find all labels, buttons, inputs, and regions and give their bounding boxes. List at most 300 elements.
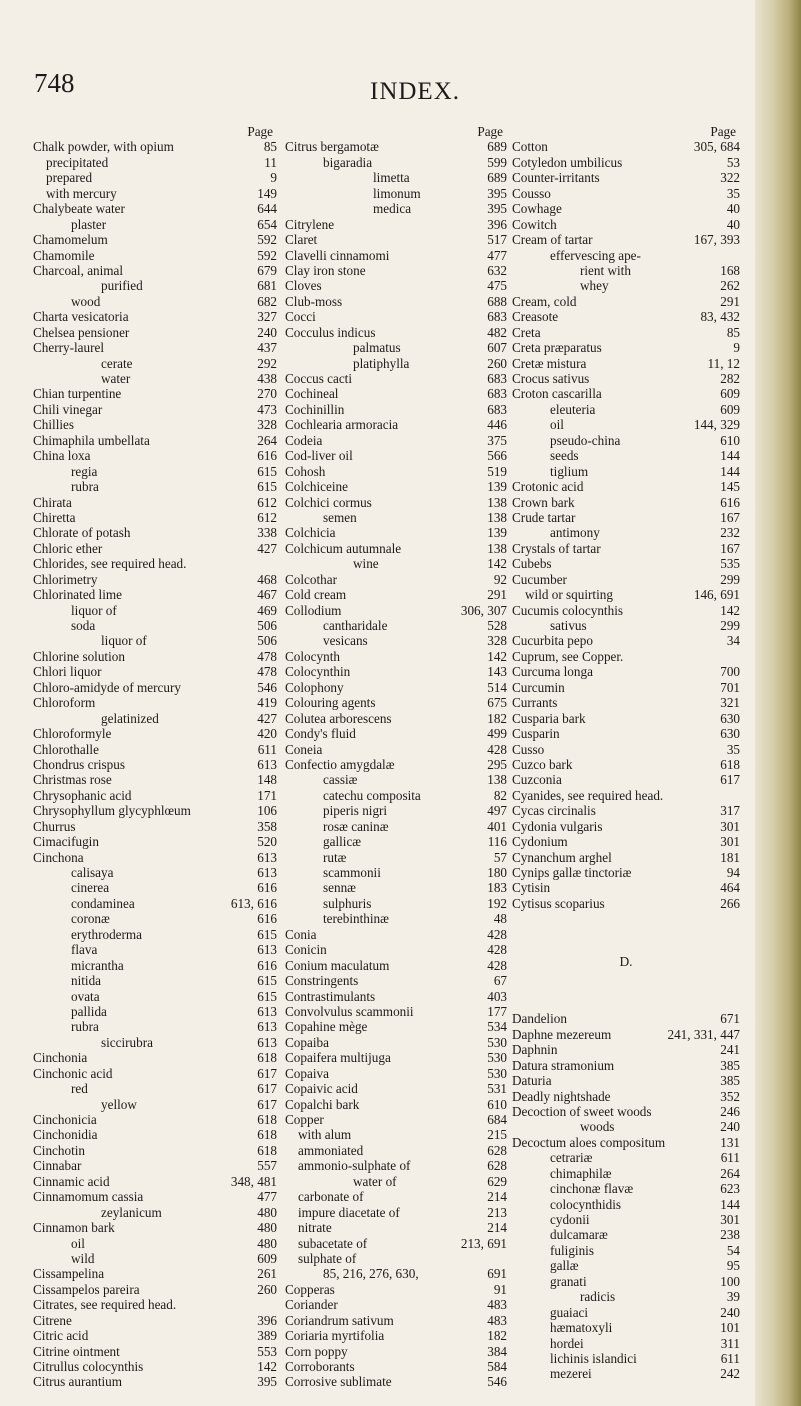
entry-term: Cyanides, see required head. bbox=[512, 787, 664, 803]
index-entry bbox=[285, 911, 507, 926]
entry-term: subacetate of bbox=[298, 1235, 368, 1251]
entry-page: 138 bbox=[487, 540, 507, 556]
entry-term: Chlorimetry bbox=[33, 571, 98, 587]
entry-term: Deadly nightshade bbox=[512, 1088, 611, 1104]
entry-term: Coccus cacti bbox=[285, 371, 353, 386]
entry-page: 446 bbox=[487, 417, 507, 433]
index-entry bbox=[33, 1050, 277, 1065]
entry-term: Coriander bbox=[285, 1297, 338, 1313]
index-entry bbox=[285, 989, 507, 1004]
index-entry bbox=[285, 772, 507, 787]
index-entry bbox=[33, 417, 277, 432]
entry-page: 437 bbox=[257, 340, 277, 356]
entry-term: Creta præparatus bbox=[512, 340, 602, 356]
entry-term: Cotyledon umbilicus bbox=[512, 154, 623, 170]
entry-term: catechu composita bbox=[323, 787, 421, 803]
entry-term: Citrene bbox=[33, 1312, 72, 1328]
entry-page: 106 bbox=[257, 803, 277, 819]
entry-page: 39 bbox=[726, 1289, 740, 1305]
index-entry bbox=[285, 1251, 507, 1266]
entry-page: 688 bbox=[487, 293, 507, 309]
entry-term: yellow bbox=[101, 1096, 137, 1112]
entry-term: cydonii bbox=[550, 1212, 590, 1227]
index-column-2 bbox=[285, 124, 507, 1386]
entry-page: 266 bbox=[720, 895, 740, 911]
index-entry bbox=[33, 1143, 277, 1158]
entry-page: 617 bbox=[257, 1096, 277, 1112]
index-entry bbox=[512, 603, 740, 618]
index-entry bbox=[33, 525, 277, 540]
entry-page: 617 bbox=[257, 1081, 277, 1097]
index-entry bbox=[285, 664, 507, 679]
index-entry bbox=[512, 711, 740, 726]
entry-page: 427 bbox=[257, 710, 277, 726]
entry-term: sulphuris bbox=[323, 895, 372, 911]
index-entry bbox=[285, 603, 507, 618]
entry-term: flava bbox=[71, 942, 98, 958]
entry-term: Chelsea pensioner bbox=[33, 324, 130, 340]
entry-term: eleuteria bbox=[550, 401, 596, 417]
entry-term: Corroborants bbox=[285, 1359, 355, 1374]
index-entry bbox=[285, 386, 507, 401]
index-entry bbox=[512, 587, 740, 602]
entry-page: 149 bbox=[257, 185, 277, 201]
entry-term: Convolvulus scammonii bbox=[285, 1003, 414, 1019]
index-entry bbox=[285, 495, 507, 510]
index-entry bbox=[33, 1035, 277, 1050]
entry-page: 477 bbox=[257, 1189, 277, 1205]
entry-page: 483 bbox=[487, 1297, 507, 1313]
entry-page: 242 bbox=[720, 1366, 740, 1382]
entry-page: 428 bbox=[487, 741, 507, 757]
index-entry bbox=[33, 989, 277, 1004]
entry-page: 375 bbox=[487, 432, 507, 448]
entry-term: water bbox=[101, 371, 131, 386]
index-entry bbox=[512, 1243, 740, 1258]
index-entry bbox=[285, 1189, 507, 1204]
entry-term: with mercury bbox=[46, 185, 117, 201]
entry-term: Cinnamon bark bbox=[33, 1220, 115, 1236]
entry-term: condaminea bbox=[71, 895, 135, 911]
entry-page: 610 bbox=[487, 1096, 507, 1112]
entry-page: 480 bbox=[257, 1220, 277, 1236]
entry-term: Crown bark bbox=[512, 494, 575, 510]
entry-page: 679 bbox=[257, 262, 277, 278]
entry-page bbox=[736, 248, 740, 263]
entry-page: 506 bbox=[257, 633, 277, 649]
entry-page: 613 bbox=[257, 1034, 277, 1050]
entry-page: 291 bbox=[720, 293, 740, 309]
index-entry bbox=[512, 772, 740, 787]
index-entry bbox=[285, 340, 507, 355]
entry-term: Chlorate of potash bbox=[33, 525, 131, 541]
entry-term: Confectio amygdalæ bbox=[285, 756, 395, 772]
entry-page: 610 bbox=[720, 432, 740, 448]
entry-page: 531 bbox=[487, 1081, 507, 1097]
entry-term: Chiretta bbox=[33, 509, 76, 525]
entry-page: 701 bbox=[720, 679, 740, 695]
entry-term: Decoction of sweet woods bbox=[512, 1103, 652, 1119]
entry-term: platiphylla bbox=[353, 355, 410, 371]
index-entry bbox=[512, 865, 740, 880]
entry-page: 146, 691 bbox=[693, 587, 740, 603]
index-entry bbox=[512, 695, 740, 710]
entry-term: Coriaria myrtifolia bbox=[285, 1328, 385, 1344]
entry-page: 535 bbox=[720, 556, 740, 572]
entry-term: Conia bbox=[285, 926, 317, 942]
entry-term: zeylanicum bbox=[101, 1204, 162, 1220]
entry-term: cinerea bbox=[71, 880, 110, 896]
index-entry bbox=[285, 587, 507, 602]
entry-page: 35 bbox=[726, 741, 740, 757]
entry-term: Cytisus scoparius bbox=[512, 895, 605, 911]
entry-page: 473 bbox=[257, 401, 277, 417]
entry-page: 629 bbox=[487, 1173, 507, 1189]
entry-page: 145 bbox=[720, 479, 740, 495]
index-entry bbox=[33, 510, 277, 525]
index-entry bbox=[512, 1197, 740, 1212]
entry-page: 618 bbox=[257, 1127, 277, 1143]
entry-term: pallida bbox=[71, 1003, 107, 1019]
entry-term: plaster bbox=[71, 216, 107, 232]
index-entry bbox=[512, 1027, 740, 1042]
index-entry bbox=[285, 402, 507, 417]
entry-term: Curcumin bbox=[512, 679, 565, 695]
index-entry bbox=[512, 1042, 740, 1057]
entry-term: hæmatoxyli bbox=[550, 1320, 613, 1336]
entry-page: 438 bbox=[257, 371, 277, 386]
entry-term: Dandelion bbox=[512, 1011, 567, 1027]
entry-term: ovata bbox=[71, 988, 100, 1004]
index-entry bbox=[33, 201, 277, 216]
entry-page: 428 bbox=[487, 942, 507, 958]
entry-term: vesicans bbox=[323, 633, 368, 649]
entry-term: Corn poppy bbox=[285, 1343, 348, 1359]
index-entry bbox=[33, 433, 277, 448]
index-entry bbox=[33, 232, 277, 247]
index-entry bbox=[285, 1097, 507, 1112]
index-entry bbox=[512, 1274, 740, 1289]
entry-term: Cod-liver oil bbox=[285, 448, 353, 464]
entry-page: 611 bbox=[257, 741, 277, 757]
index-entry bbox=[33, 1359, 277, 1374]
entry-term: Conicin bbox=[285, 942, 327, 958]
index-entry bbox=[285, 139, 507, 154]
entry-term: Colchicia bbox=[285, 525, 336, 541]
entry-page: 506 bbox=[257, 618, 277, 633]
index-entry bbox=[512, 1166, 740, 1181]
entry-term: Cream of tartar bbox=[512, 232, 593, 248]
index-entry bbox=[33, 649, 277, 664]
index-entry bbox=[512, 1336, 740, 1351]
index-entry bbox=[512, 325, 740, 340]
index-entry bbox=[285, 417, 507, 432]
index-entry bbox=[33, 356, 277, 371]
entry-page: 618 bbox=[257, 1112, 277, 1127]
entry-page: 617 bbox=[257, 1065, 277, 1081]
entry-term: Creta bbox=[512, 324, 541, 340]
entry-term: impure diacetate of bbox=[298, 1204, 400, 1220]
index-entry bbox=[285, 278, 507, 293]
entry-page: 530 bbox=[487, 1034, 507, 1050]
index-entry bbox=[285, 973, 507, 988]
entry-page: 615 bbox=[257, 479, 277, 495]
index-entry bbox=[285, 448, 507, 463]
index-entry bbox=[33, 1313, 277, 1328]
index-entry bbox=[33, 834, 277, 849]
entry-term: Contrastimulants bbox=[285, 988, 376, 1004]
index-entry bbox=[285, 1050, 507, 1065]
index-entry bbox=[512, 819, 740, 834]
entry-page bbox=[503, 1251, 507, 1266]
entry-term: Cinchonicia bbox=[33, 1112, 97, 1127]
entry-page: 92 bbox=[493, 571, 507, 587]
entry-page: 553 bbox=[257, 1343, 277, 1359]
index-entry bbox=[512, 201, 740, 216]
entry-term: Daphne mezereum bbox=[512, 1026, 612, 1042]
index-entry bbox=[33, 248, 277, 263]
index-entry bbox=[33, 742, 277, 757]
index-entry bbox=[512, 1366, 740, 1381]
index-entry bbox=[285, 958, 507, 973]
index-entry bbox=[285, 788, 507, 803]
entry-page: 612 bbox=[257, 494, 277, 510]
index-entry bbox=[512, 1073, 740, 1088]
entry-term: oil bbox=[550, 417, 564, 433]
entry-term: tiglium bbox=[550, 463, 589, 479]
index-entry bbox=[33, 294, 277, 309]
entry-term: nitrate bbox=[298, 1220, 332, 1236]
entry-page: 91 bbox=[493, 1281, 507, 1297]
index-entry bbox=[33, 711, 277, 726]
entry-term: Decoctum aloes compositum bbox=[512, 1134, 666, 1150]
index-entry bbox=[285, 371, 507, 386]
index-entry bbox=[512, 896, 740, 911]
entry-term: with alum bbox=[298, 1127, 352, 1143]
entry-term: Colocynth bbox=[285, 648, 340, 664]
entry-page: 612 bbox=[257, 509, 277, 525]
entry-term: Cucumber bbox=[512, 571, 567, 587]
entry-term: lichinis islandici bbox=[550, 1350, 637, 1366]
entry-page: 616 bbox=[257, 448, 277, 464]
entry-term: Cold cream bbox=[285, 587, 347, 603]
entry-page: 630 bbox=[720, 710, 740, 726]
page-column-heading: Page bbox=[710, 124, 736, 139]
entry-page: 683 bbox=[487, 386, 507, 402]
entry-term: Colchiceine bbox=[285, 479, 348, 495]
index-entry bbox=[33, 1004, 277, 1019]
index-entry bbox=[285, 201, 507, 216]
index-entry bbox=[33, 757, 277, 772]
entry-page: 395 bbox=[487, 201, 507, 217]
entry-term: Chloroformyle bbox=[33, 726, 112, 742]
entry-page: 241 bbox=[720, 1042, 740, 1058]
entry-page bbox=[273, 1297, 277, 1312]
index-entry bbox=[512, 1011, 740, 1026]
index-entry bbox=[512, 1135, 740, 1150]
entry-term: Copaivic acid bbox=[285, 1081, 358, 1097]
index-entry bbox=[512, 556, 740, 571]
index-entry bbox=[33, 155, 277, 170]
entry-page: 654 bbox=[257, 216, 277, 232]
index-entry bbox=[285, 680, 507, 695]
index-entry bbox=[512, 232, 740, 247]
entry-term: Cinnamomum cassia bbox=[33, 1189, 144, 1205]
entry-term: wild bbox=[71, 1250, 95, 1266]
section-letter: D. bbox=[619, 953, 633, 969]
entry-page: 101 bbox=[720, 1320, 740, 1336]
entry-page: 213, 691 bbox=[460, 1235, 507, 1251]
entry-page: 299 bbox=[720, 571, 740, 587]
entry-page: 475 bbox=[487, 278, 507, 294]
index-entry bbox=[285, 819, 507, 834]
entry-term: Chlorinated lime bbox=[33, 587, 122, 603]
index-entry bbox=[33, 1297, 277, 1312]
entry-term: Churrus bbox=[33, 818, 76, 834]
entry-page: 395 bbox=[487, 185, 507, 201]
index-entry bbox=[285, 541, 507, 556]
entry-term: chimaphilæ bbox=[550, 1165, 612, 1181]
index-entry bbox=[285, 927, 507, 942]
index-entry bbox=[512, 340, 740, 355]
entry-page: 691 bbox=[487, 1266, 507, 1282]
entry-page: 618 bbox=[257, 1050, 277, 1066]
entry-term: guaiaci bbox=[550, 1304, 589, 1320]
entry-page bbox=[273, 556, 277, 571]
index-entry bbox=[285, 1236, 507, 1251]
entry-page: 116 bbox=[487, 834, 507, 850]
index-entry bbox=[285, 263, 507, 278]
index-entry bbox=[285, 618, 507, 633]
index-entry bbox=[33, 896, 277, 911]
entry-term: Cotton bbox=[512, 139, 548, 155]
entry-term: Colcothar bbox=[285, 571, 338, 587]
entry-page: 240 bbox=[257, 324, 277, 340]
entry-term: Chloric ether bbox=[33, 540, 103, 556]
entry-page: 167 bbox=[720, 540, 740, 556]
entry-page: 478 bbox=[257, 664, 277, 680]
entry-term: antimony bbox=[550, 525, 600, 541]
index-entry bbox=[512, 726, 740, 741]
entry-term: dulcamaræ bbox=[550, 1227, 608, 1243]
entry-term: Coneia bbox=[285, 741, 323, 757]
entry-term: Citrates, see required head. bbox=[33, 1297, 177, 1313]
entry-page: 262 bbox=[720, 278, 740, 294]
entry-page: 139 bbox=[487, 525, 507, 541]
index-entry bbox=[285, 232, 507, 247]
entry-term: limetta bbox=[373, 170, 410, 186]
index-entry bbox=[33, 1205, 277, 1220]
entry-page: 100 bbox=[720, 1273, 740, 1289]
entry-page: 464 bbox=[720, 880, 740, 896]
entry-term: colocynthidis bbox=[550, 1196, 622, 1212]
entry-page: 328 bbox=[257, 417, 277, 433]
index-entry bbox=[512, 633, 740, 648]
entry-page: 607 bbox=[487, 340, 507, 356]
entry-term: cetrariæ bbox=[550, 1150, 593, 1166]
entry-term: Copalchi bark bbox=[285, 1096, 360, 1112]
entry-term: cassiæ bbox=[323, 772, 358, 788]
entry-term: Cocci bbox=[285, 309, 316, 325]
index-entry bbox=[33, 927, 277, 942]
entry-page: 401 bbox=[487, 818, 507, 834]
entry-term: Copper bbox=[285, 1112, 324, 1127]
entry-term: Currants bbox=[512, 695, 558, 711]
entry-term: wild or squirting bbox=[525, 587, 613, 603]
entry-term: water of bbox=[353, 1173, 397, 1189]
entry-term: Copaifera multijuga bbox=[285, 1050, 391, 1066]
entry-page: 557 bbox=[257, 1158, 277, 1174]
entry-page: 477 bbox=[487, 247, 507, 263]
entry-page: 138 bbox=[487, 509, 507, 525]
entry-page: 497 bbox=[487, 803, 507, 819]
index-entry bbox=[33, 1127, 277, 1142]
entry-page: 11, 12 bbox=[707, 355, 740, 371]
entry-term: Cousso bbox=[512, 185, 551, 201]
entry-page: 420 bbox=[257, 726, 277, 742]
index-entry bbox=[285, 880, 507, 895]
entry-term: Cuprum, see Copper. bbox=[512, 648, 624, 664]
index-entry bbox=[33, 170, 277, 185]
index-entry bbox=[33, 386, 277, 401]
entry-page: 292 bbox=[257, 355, 277, 371]
entry-term: Chloro-amidyde of mercury bbox=[33, 679, 181, 695]
entry-page: 327 bbox=[257, 309, 277, 325]
entry-term: Croton cascarilla bbox=[512, 386, 602, 402]
index-entry bbox=[512, 1227, 740, 1242]
index-entry bbox=[512, 541, 740, 556]
entry-page: 468 bbox=[257, 571, 277, 587]
index-entry bbox=[33, 402, 277, 417]
section-letter-heading bbox=[512, 911, 740, 1011]
entry-page: 48 bbox=[493, 911, 507, 927]
index-entry bbox=[33, 340, 277, 355]
entry-page bbox=[736, 649, 740, 664]
entry-page: 9 bbox=[733, 340, 740, 356]
entry-page: 616 bbox=[257, 880, 277, 896]
entry-term: Cinchonic acid bbox=[33, 1065, 113, 1081]
entry-term: sativus bbox=[550, 618, 587, 633]
index-entry bbox=[33, 942, 277, 957]
entry-page: 85 bbox=[726, 324, 740, 340]
entry-page: 67 bbox=[493, 973, 507, 989]
entry-term: Cuzconia bbox=[512, 772, 562, 788]
index-entry bbox=[285, 1035, 507, 1050]
entry-term: Cloves bbox=[285, 278, 322, 294]
index-entry bbox=[285, 834, 507, 849]
entry-term: Chamomile bbox=[33, 247, 95, 263]
entry-page: 82 bbox=[493, 787, 507, 803]
entry-page: 517 bbox=[487, 232, 507, 248]
entry-term: Conium maculatum bbox=[285, 957, 390, 973]
entry-term: effervescing ape- bbox=[550, 247, 641, 263]
entry-page: 282 bbox=[720, 371, 740, 386]
entry-term: gelatinized bbox=[101, 710, 159, 726]
entry-page: 428 bbox=[487, 957, 507, 973]
entry-page: 681 bbox=[257, 278, 277, 294]
index-entry bbox=[512, 139, 740, 154]
index-entry bbox=[285, 757, 507, 772]
entry-term: Cissampelos pareira bbox=[33, 1281, 140, 1297]
entry-term: Cowhage bbox=[512, 201, 562, 217]
index-entry bbox=[33, 325, 277, 340]
entry-term: Counter-irritants bbox=[512, 170, 600, 186]
index-entry bbox=[33, 880, 277, 895]
index-entry bbox=[285, 1066, 507, 1081]
entry-page: 142 bbox=[487, 648, 507, 664]
entry-term: Datura stramonium bbox=[512, 1057, 615, 1073]
entry-page: 9 bbox=[270, 170, 277, 186]
